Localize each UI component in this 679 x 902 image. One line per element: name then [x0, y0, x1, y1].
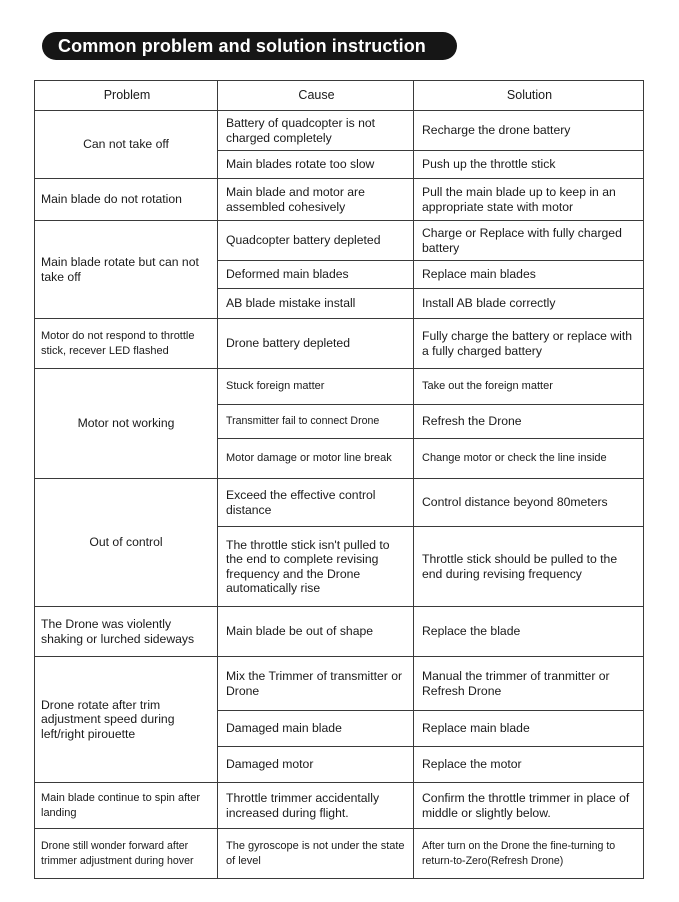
cause-cell: Drone battery depleted	[218, 319, 414, 369]
solution-cell: Install AB blade correctly	[414, 289, 644, 319]
table-row	[35, 657, 644, 711]
cause-cell: Damaged main blade	[218, 711, 414, 747]
table-row	[35, 479, 644, 527]
table-row	[35, 369, 644, 405]
cause-cell: Exceed the effective control distance	[218, 479, 414, 527]
problem-cell: Main blade do not rotation	[35, 179, 218, 221]
cause-cell: Quadcopter battery depleted	[218, 221, 414, 261]
problem-cell: Motor do not respond to throttle stick, recever LED flashed	[35, 319, 218, 369]
cause-cell: Main blade be out of shape	[218, 607, 414, 657]
cause-cell: The throttle stick isn't pulled to the end to complete revising frequency and the Drone automatically rise	[218, 527, 414, 607]
solution-cell: Replace main blade	[414, 711, 644, 747]
page-title: Common problem and solution instruction	[42, 32, 457, 60]
cause-cell: Battery of quadcopter is not charged completely	[218, 111, 414, 151]
solution-cell: Control distance beyond 80meters	[414, 479, 644, 527]
table-header-row	[35, 81, 644, 111]
solution-cell: Replace main blades	[414, 261, 644, 289]
cause-cell: Damaged motor	[218, 747, 414, 783]
solution-cell: Replace the motor	[414, 747, 644, 783]
solution-cell: Take out the foreign matter	[414, 369, 644, 405]
table-row	[35, 221, 644, 261]
solution-cell: Push up the throttle stick	[414, 151, 644, 179]
solution-cell: Charge or Replace with fully charged battery	[414, 221, 644, 261]
table-row	[35, 829, 644, 879]
table-row	[35, 319, 644, 369]
solution-cell: Refresh the Drone	[414, 405, 644, 439]
solution-cell: Throttle stick should be pulled to the end during revising frequency	[414, 527, 644, 607]
cause-cell: The gyroscope is not under the state of level	[218, 829, 414, 879]
solution-cell: Fully charge the battery or replace with a fully charged battery	[414, 319, 644, 369]
table-row	[35, 607, 644, 657]
solution-cell: Recharge the drone battery	[414, 111, 644, 151]
header-problem: Problem	[35, 81, 218, 111]
cause-cell: Throttle trimmer accidentally increased during flight.	[218, 783, 414, 829]
cause-cell: Motor damage or motor line break	[218, 439, 414, 479]
problem-cell: Drone rotate after trim adjustment speed during left/right pirouette	[35, 657, 218, 783]
problem-cell: Motor not working	[35, 369, 218, 479]
problem-cell: Drone still wonder forward after trimmer adjustment during hover	[35, 829, 218, 879]
table-row	[35, 179, 644, 221]
solution-cell: Change motor or check the line inside	[414, 439, 644, 479]
problem-cell: Main blade continue to spin after landing	[35, 783, 218, 829]
problem-cell: Main blade rotate but can not take off	[35, 221, 218, 319]
cause-cell: AB blade mistake install	[218, 289, 414, 319]
troubleshooting-table	[34, 80, 644, 879]
solution-cell: Pull the main blade up to keep in an appropriate state with motor	[414, 179, 644, 221]
cause-cell: Stuck foreign matter	[218, 369, 414, 405]
cause-cell: Main blade and motor are assembled cohesively	[218, 179, 414, 221]
solution-cell: Confirm the throttle trimmer in place of middle or slightly below.	[414, 783, 644, 829]
table-row	[35, 783, 644, 829]
problem-cell: Can not take off	[35, 111, 218, 179]
header-solution: Solution	[414, 81, 644, 111]
cause-cell: Deformed main blades	[218, 261, 414, 289]
solution-cell: Manual the trimmer of tranmitter or Refresh Drone	[414, 657, 644, 711]
cause-cell: Mix the Trimmer of transmitter or Drone	[218, 657, 414, 711]
solution-cell: After turn on the Drone the fine-turning to return-to-Zero(Refresh Drone)	[414, 829, 644, 879]
problem-cell: The Drone was violently shaking or lurched sideways	[35, 607, 218, 657]
cause-cell: Main blades rotate too slow	[218, 151, 414, 179]
problem-cell: Out of control	[35, 479, 218, 607]
header-cause: Cause	[218, 81, 414, 111]
table-row	[35, 111, 644, 151]
solution-cell: Replace the blade	[414, 607, 644, 657]
cause-cell: Transmitter fail to connect Drone	[218, 405, 414, 439]
